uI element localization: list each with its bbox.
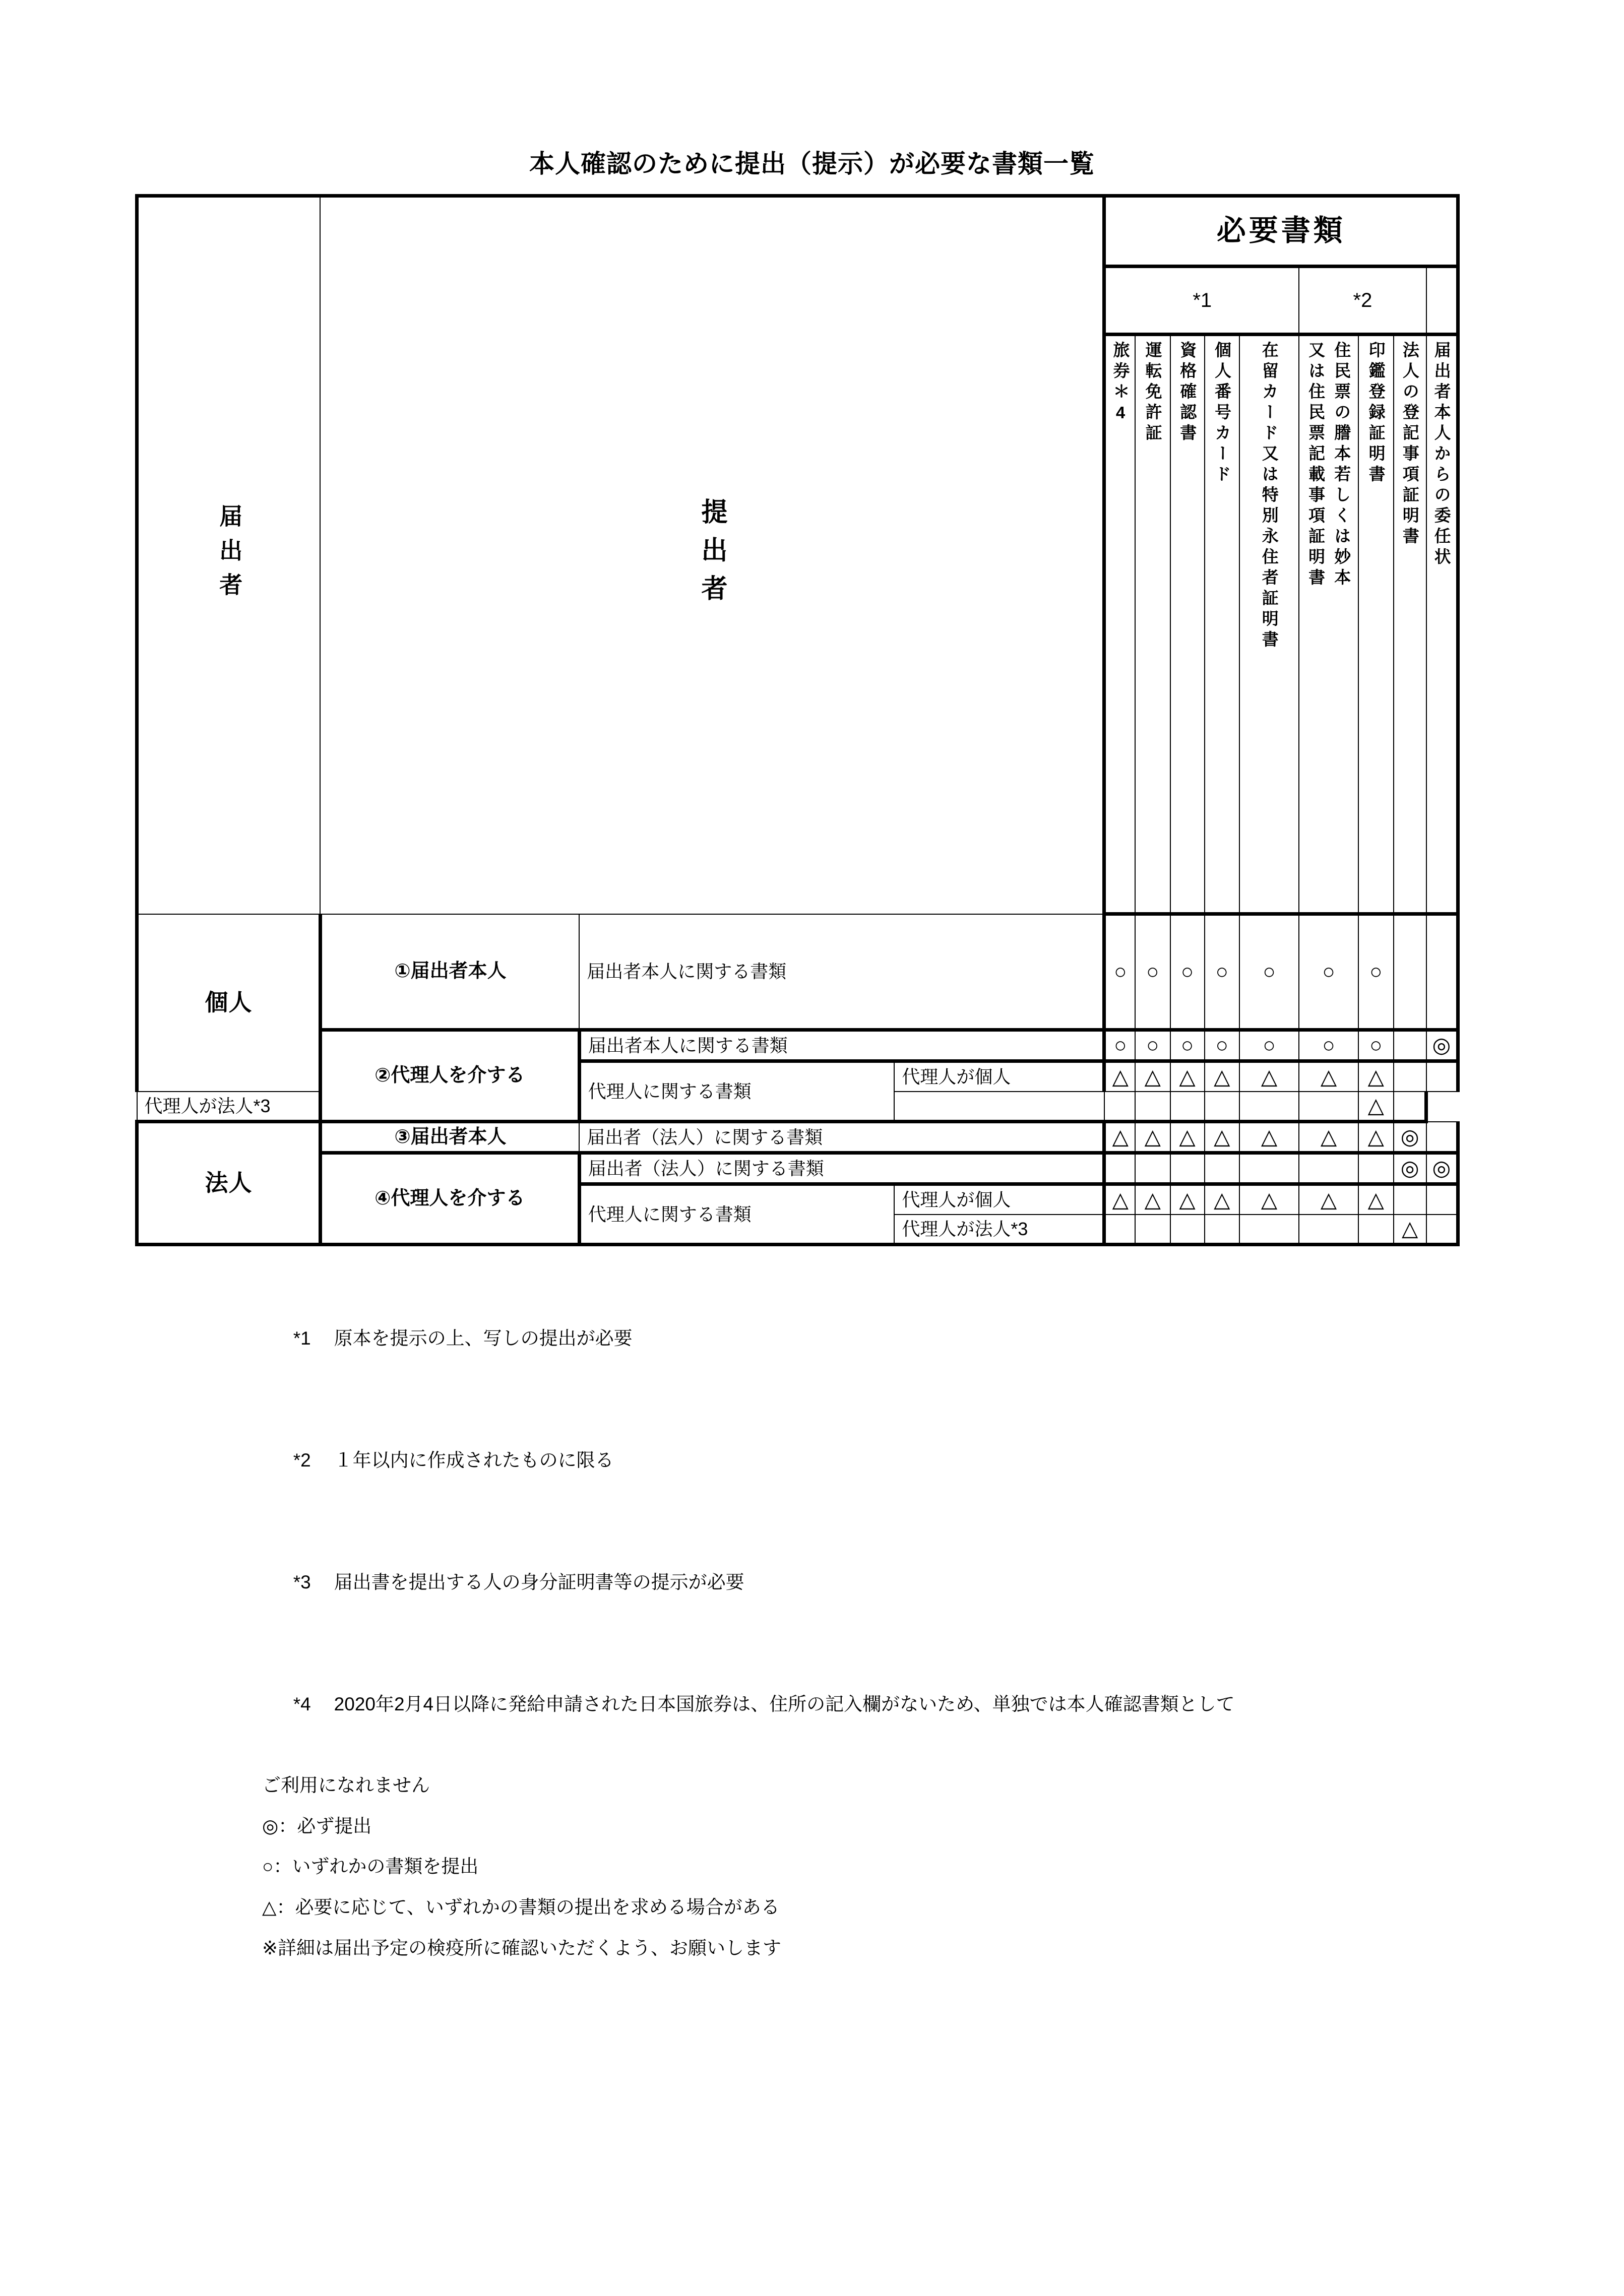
mark-cell (1104, 1092, 1135, 1122)
legend-as-needed: △：必要に応じて、いずれかの書類の提出を求める場合がある (262, 1896, 780, 1918)
doc-kind-cell-1: 届出者本人に関する書類 (579, 914, 1104, 1030)
mark-cell (1205, 1215, 1239, 1245)
mark-cell (1394, 914, 1426, 1030)
mark-cell: △ (1170, 1184, 1205, 1215)
submitter-cell-1: ①届出者本人 (320, 914, 579, 1030)
doc-kind-cell-2: 届出者本人に関する書類 (579, 1030, 1104, 1061)
mark-cell: △ (1239, 1184, 1299, 1215)
doc-col-power-of-attorney-label: 届出者本人からの委任状 (1432, 341, 1451, 568)
mark-cell: ○ (1135, 1030, 1170, 1061)
mark-cell (1394, 1092, 1426, 1122)
mark-cell (1104, 1153, 1135, 1184)
mark-cell: ○ (1170, 1030, 1205, 1061)
mark-cell: △ (1299, 1184, 1358, 1215)
page-title: 本人確認のために提出（提示）が必要な書類一覧 (529, 150, 1095, 178)
mark-cell: ◎ (1426, 1030, 1458, 1061)
mark-cell (1426, 1122, 1458, 1153)
notes-section (262, 1278, 1522, 1968)
mark-cell: △ (1104, 1061, 1135, 1092)
note-1-text: 原本を提示の上、写しの提出が必要 (334, 1327, 633, 1349)
legend-must-submit: ◎：必ず提出 (262, 1815, 372, 1836)
required-documents-table-wrapper (135, 194, 1460, 1246)
mark-cell: ○ (1299, 1030, 1358, 1061)
mark-cell: ○ (1104, 1030, 1135, 1061)
mark-cell (1135, 1215, 1170, 1245)
note-4-text: 2020年2月4日以降に発給申請された日本国旅券は、住所の記入欄がないため、単独では本人確認書類として (334, 1693, 1235, 1714)
doc-kind-cell-6: 届出者（法人）に関する書類 (579, 1153, 1104, 1184)
note-4 (262, 1643, 1522, 1765)
note-4-continuation: ご利用になれません (262, 1774, 430, 1796)
mark-cell (1170, 1092, 1205, 1122)
mark-cell: △ (1358, 1184, 1393, 1215)
sub-kind-cell-7: 代理人が個人 (894, 1184, 1104, 1215)
sub-kind-cell-8: 代理人が法人*3 (894, 1215, 1104, 1245)
doc-kind-cell-7: 代理人に関する書類 (579, 1184, 894, 1245)
mark-cell: △ (1358, 1061, 1393, 1092)
mark-cell: ○ (1358, 1030, 1393, 1061)
note-2-tag: *2 (293, 1449, 311, 1471)
mark-cell: △ (1135, 1184, 1170, 1215)
mark-cell (1394, 1061, 1426, 1092)
mark-cell: △ (1170, 1122, 1205, 1153)
mark-cell: ○ (1299, 914, 1358, 1030)
mark-cell: △ (1104, 1122, 1135, 1153)
mark-cell (1239, 1153, 1299, 1184)
mark-cell (1104, 1215, 1135, 1245)
note-1 (262, 1278, 1522, 1399)
mark-cell (1358, 1215, 1393, 1245)
legend-contact-note: ※詳細は届出予定の検疫所に確認いただくよう、お願いします (262, 1937, 782, 1958)
mark-cell (1426, 1215, 1458, 1245)
mark-cell (1135, 1092, 1170, 1122)
note-1-tag: *1 (293, 1327, 311, 1349)
mark-cell (1205, 1092, 1239, 1122)
group-cell-hojin (137, 1122, 321, 1245)
doc-kind-cell-5: 届出者（法人）に関する書類 (579, 1122, 1104, 1153)
doc-col-seal-registration-cert-label: 印鑑登録証明書 (1366, 341, 1386, 486)
table-row (137, 1030, 1458, 1061)
mark-cell (1135, 1153, 1170, 1184)
mark-cell: △ (1104, 1184, 1135, 1215)
doc-col-power-of-attorney (1426, 335, 1458, 914)
mark-cell: ◎ (1394, 1153, 1426, 1184)
doc-col-residence-card (1239, 335, 1299, 914)
mark-cell: ◎ (1426, 1153, 1458, 1184)
mid-header-cell (320, 196, 1104, 914)
mark-cell: ○ (1170, 914, 1205, 1030)
left-header-cell (137, 196, 321, 914)
doc-col-drivers-license-label: 運転免許証 (1143, 341, 1162, 444)
mark-cell (1170, 1153, 1205, 1184)
submitter-cell-6: ④代理人を介する (320, 1153, 579, 1245)
mark-cell: △ (1358, 1092, 1393, 1122)
mark-cell (1426, 1061, 1458, 1092)
mark-cell: △ (1394, 1215, 1426, 1245)
note-3 (262, 1521, 1522, 1643)
mark-cell (1299, 1092, 1358, 1122)
note-2-text: １年以内に作成されたものに限る (334, 1449, 614, 1471)
mark-cell (1239, 1215, 1299, 1245)
doc-col-seal-registration-cert (1358, 335, 1393, 914)
note-3-tag: *3 (293, 1571, 311, 1592)
mark-cell: ○ (1239, 1030, 1299, 1061)
submitter-cell-2: ②代理人を介する (320, 1030, 579, 1122)
mark-cell: ○ (1205, 914, 1239, 1030)
mark-cell (894, 1092, 1104, 1122)
sub-kind-cell-4: 代理人が法人*3 (137, 1092, 321, 1122)
mark-cell: ◎ (1394, 1122, 1426, 1153)
doc-col-resident-record (1299, 335, 1358, 914)
mark-cell: ○ (1205, 1030, 1239, 1061)
doc-col-passport (1104, 335, 1135, 914)
star-group-1: *1 (1104, 267, 1299, 335)
doc-col-passport-label: 旅券＊4 (1111, 341, 1130, 426)
mark-cell: △ (1239, 1061, 1299, 1092)
sub-kind-cell-3: 代理人が個人 (894, 1061, 1104, 1092)
table-row (137, 1122, 1458, 1153)
doc-col-drivers-license (1135, 335, 1170, 914)
table-row (137, 1153, 1458, 1184)
mark-cell: △ (1170, 1061, 1205, 1092)
doc-col-resident-record-line1: 住民票の謄本若しくは妙本 (1332, 341, 1351, 589)
mark-cell (1239, 1092, 1299, 1122)
doc-col-individual-number-card-label: 個人番号カード (1213, 341, 1232, 486)
submitter-cell-5: ③届出者本人 (320, 1122, 579, 1153)
doc-col-resident-record-line2: 又は住民票記載事項証明書 (1306, 341, 1326, 589)
group-cell-kojin (137, 914, 321, 1092)
mark-cell (1170, 1215, 1205, 1245)
group-cell-hojin-label: 法人 (205, 1169, 253, 1196)
group-cell-kojin-label: 個人 (205, 989, 253, 1015)
doc-col-qualification-cert-label: 資格確認書 (1178, 341, 1197, 444)
star-group-none (1426, 267, 1458, 335)
mark-cell: △ (1299, 1061, 1358, 1092)
doc-kind-cell-3: 代理人に関する書類 (579, 1061, 894, 1122)
mark-cell: △ (1205, 1061, 1239, 1092)
doc-col-corporate-registry-cert-label: 法人の登記事項証明書 (1400, 341, 1419, 548)
mark-cell: △ (1135, 1061, 1170, 1092)
mark-cell: △ (1299, 1122, 1358, 1153)
mark-cell (1299, 1153, 1358, 1184)
group-header-required-documents: 必要書類 (1104, 196, 1458, 267)
mark-cell (1205, 1153, 1239, 1184)
mark-cell: △ (1239, 1122, 1299, 1153)
note-3-text: 届出書を提出する人の身分証明書等の提示が必要 (334, 1571, 744, 1592)
mark-cell (1299, 1215, 1358, 1245)
header-row-group-title (137, 196, 1458, 267)
star-group-2: *2 (1299, 267, 1426, 335)
mark-cell (1426, 914, 1458, 1030)
note-2 (262, 1399, 1522, 1521)
mark-cell (1426, 1184, 1458, 1215)
mark-cell: ○ (1239, 914, 1299, 1030)
doc-col-individual-number-card (1205, 335, 1239, 914)
note-4-tag: *4 (293, 1693, 311, 1714)
mark-cell (1394, 1184, 1426, 1215)
left-header-label: 届出者 (216, 504, 243, 607)
legend-any-one: ○：いずれかの書類を提出 (262, 1856, 479, 1877)
doc-col-qualification-cert (1170, 335, 1205, 914)
mark-cell: △ (1205, 1184, 1239, 1215)
mark-cell: ○ (1135, 914, 1170, 1030)
doc-col-residence-card-label: 在留カード又は特別永住者証明書 (1260, 341, 1279, 651)
mark-cell (1394, 1030, 1426, 1061)
mark-cell: ○ (1358, 914, 1393, 1030)
required-documents-table (135, 194, 1460, 1246)
mark-cell: △ (1358, 1122, 1393, 1153)
mark-cell: △ (1205, 1122, 1239, 1153)
mark-cell (1358, 1153, 1393, 1184)
mid-header-label: 提出者 (697, 498, 726, 613)
mark-cell: ○ (1104, 914, 1135, 1030)
mark-cell: △ (1135, 1122, 1170, 1153)
doc-col-corporate-registry-cert (1394, 335, 1426, 914)
table-row (137, 914, 1458, 1030)
